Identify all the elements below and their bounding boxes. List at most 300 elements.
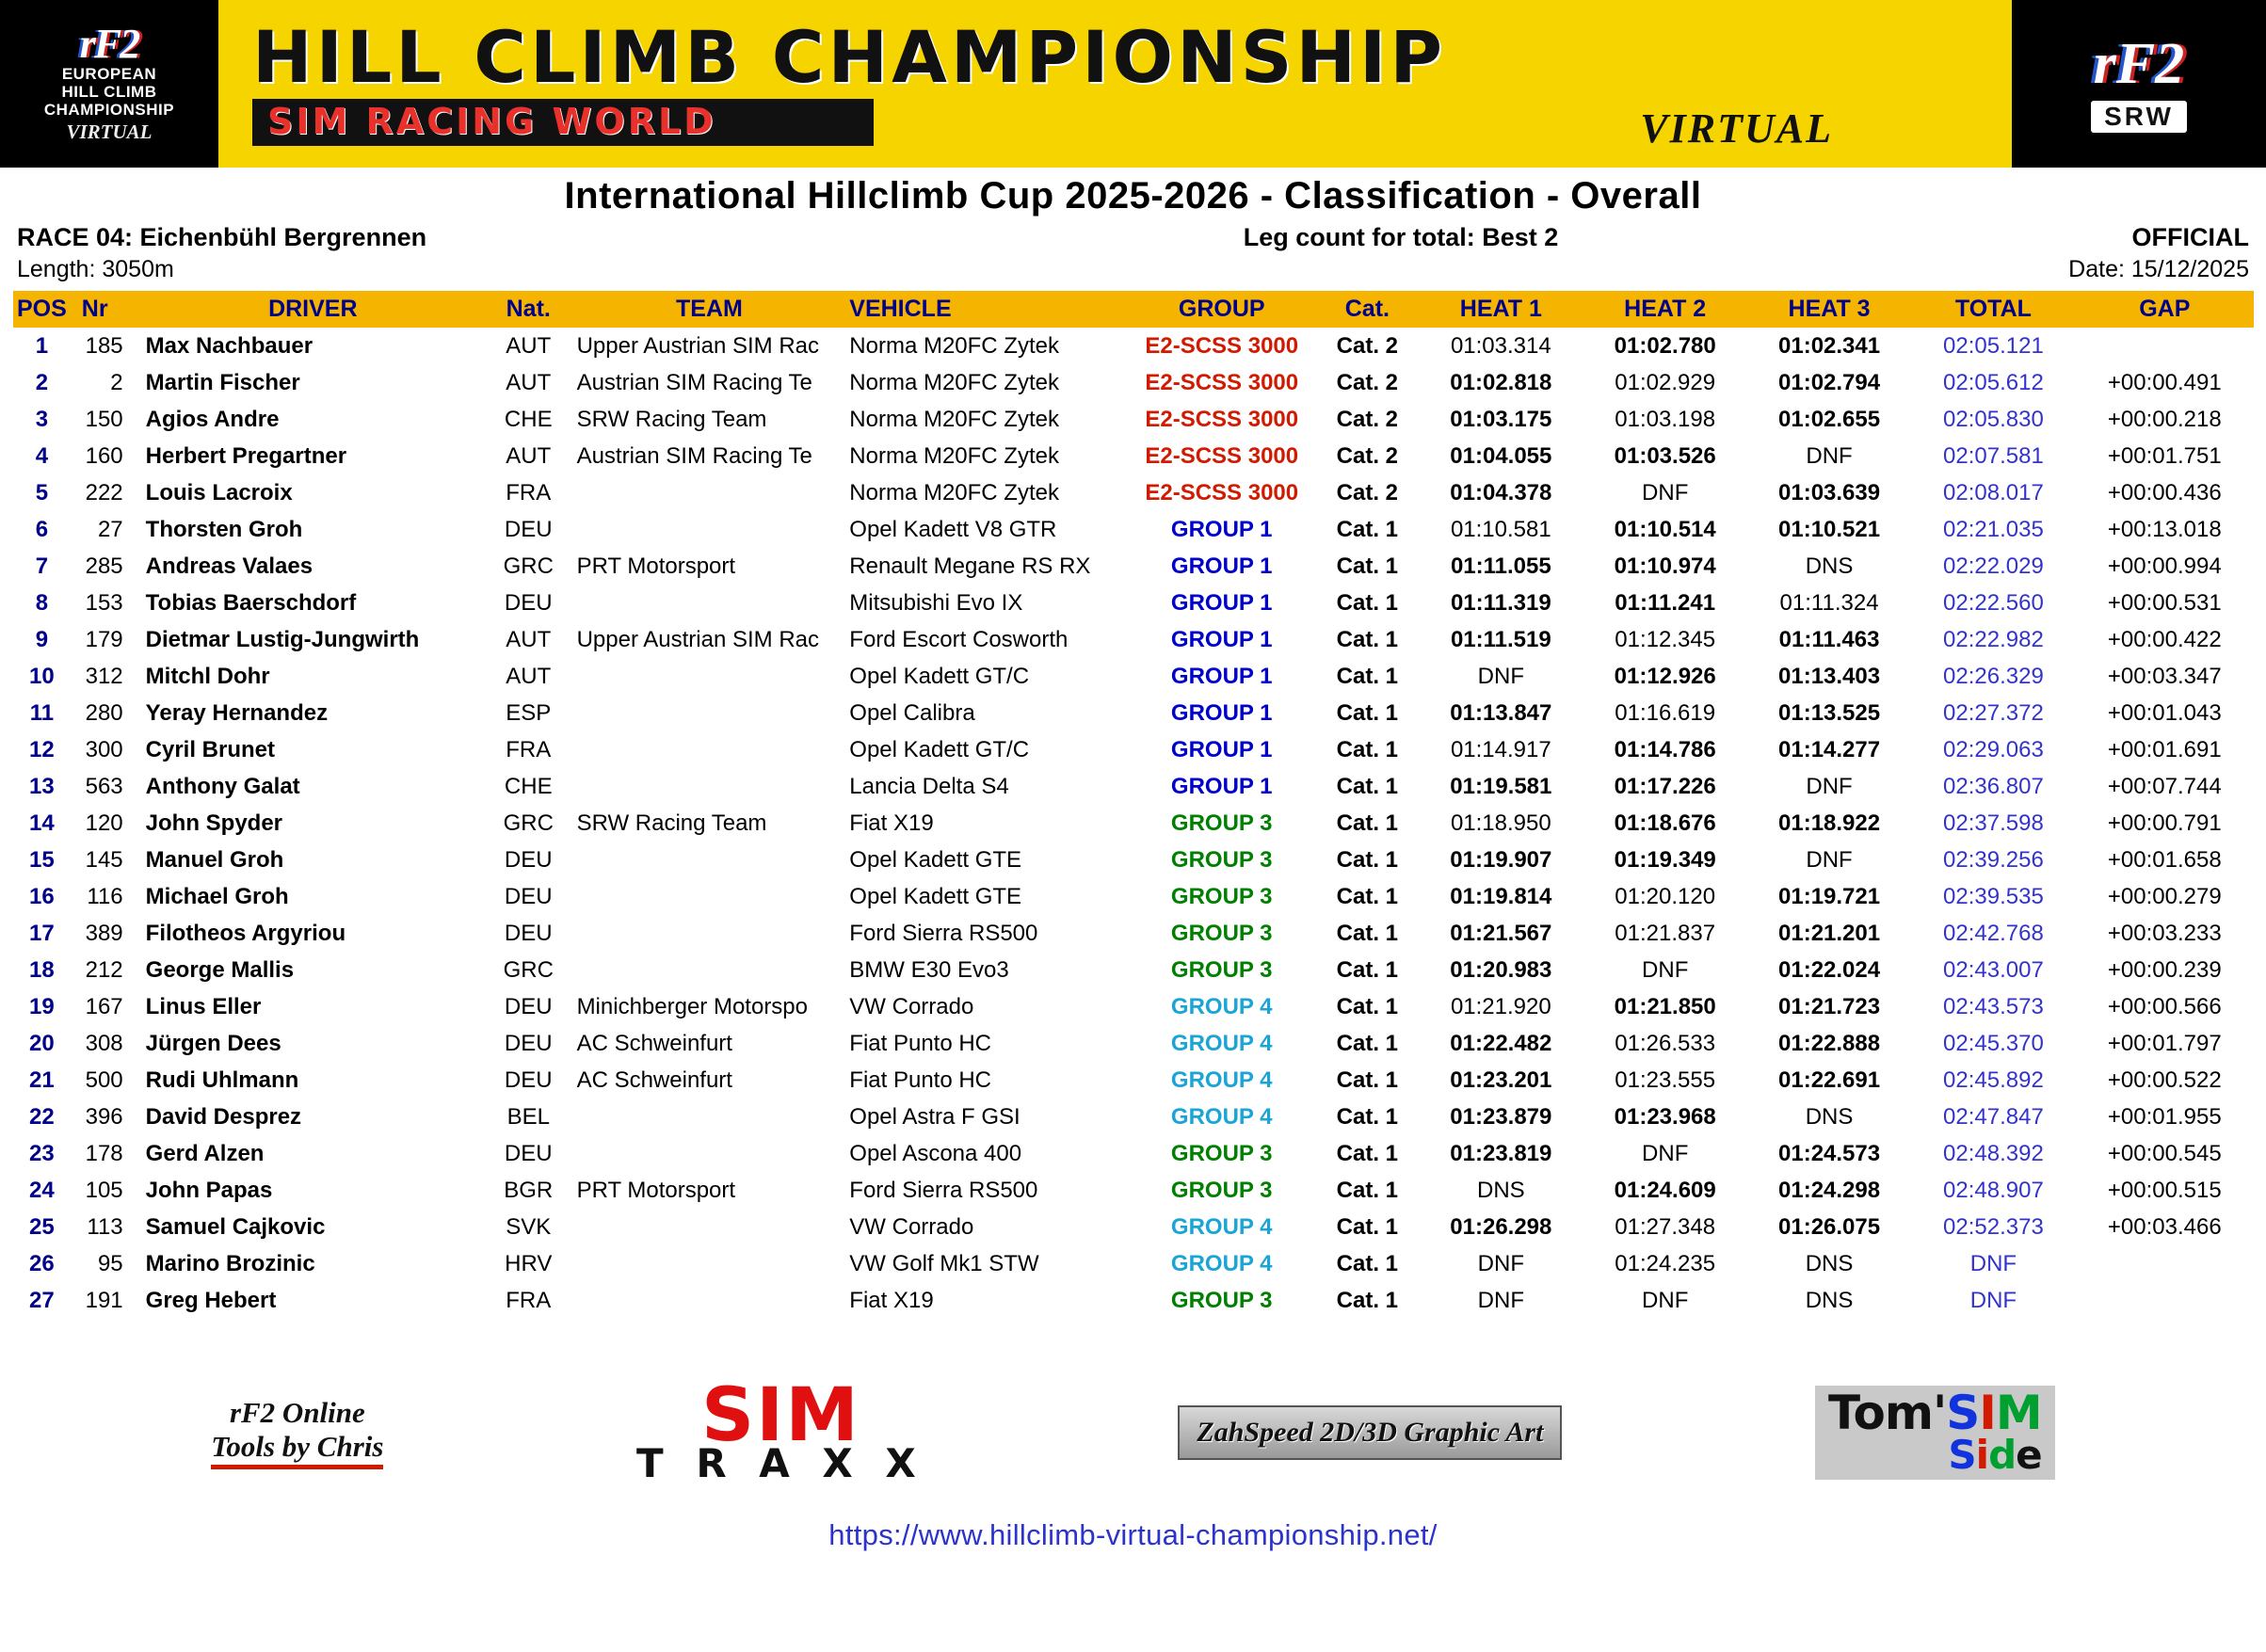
- cell-heat3: DNF: [1806, 773, 1853, 799]
- cell-pos: 5: [35, 479, 49, 505]
- cell-team: Austrian SIM Racing Te: [576, 442, 812, 469]
- cell-gap: +00:00.491: [2107, 369, 2222, 395]
- table-row: [13, 585, 2254, 621]
- table-row: [13, 952, 2254, 988]
- cell-vehicle: Fiat Punto HC: [849, 1030, 992, 1056]
- cell-heat3: 01:10.521: [1778, 516, 1881, 542]
- cell-cat: Cat. 1: [1336, 663, 1399, 689]
- cell-pos: 8: [35, 589, 49, 616]
- simtraxx-sim-text: SIM: [701, 1373, 860, 1458]
- cell-nat: DEU: [504, 1140, 553, 1166]
- column-header-cat: Cat.: [1316, 291, 1420, 328]
- cell-team: [573, 474, 846, 511]
- cell-gap: +00:00.994: [2107, 553, 2222, 579]
- cell-heat3: 01:21.201: [1778, 920, 1881, 946]
- cell-driver: George Mallis: [145, 956, 295, 983]
- cell-group: GROUP 3: [1170, 1140, 1273, 1166]
- cell-nat: CHE: [504, 773, 553, 799]
- cell-total: 02:05.830: [1943, 406, 2044, 432]
- banner-left-line3: CHAMPIONSHIP: [43, 101, 175, 120]
- column-header-heat3: HEAT 3: [1747, 291, 1911, 328]
- cell-heat1: 01:19.814: [1450, 883, 1552, 909]
- cell-nat: ESP: [506, 699, 552, 726]
- cell-nr: 145: [85, 846, 123, 873]
- race-name: RACE 04: Eichenbühl Bergrennen: [17, 223, 427, 251]
- cell-nr: 95: [97, 1250, 123, 1276]
- cell-vehicle: Norma M20FC Zytek: [849, 442, 1059, 469]
- cell-driver: Linus Eller: [145, 993, 262, 1019]
- cell-team: Upper Austrian SIM Rac: [576, 332, 819, 359]
- cell-heat1: 01:20.983: [1450, 956, 1552, 983]
- cell-heat1: 01:23.879: [1450, 1103, 1552, 1130]
- cell-nat: CHE: [504, 406, 553, 432]
- cell-team: Minichberger Motorspo: [576, 993, 808, 1019]
- table-row: [13, 438, 2254, 474]
- cell-nr: 27: [97, 516, 123, 542]
- cell-heat2: DNF: [1642, 479, 1689, 505]
- cell-gap: +00:00.218: [2107, 406, 2222, 432]
- cell-heat2: DNF: [1642, 1287, 1689, 1313]
- cell-cat: Cat. 2: [1336, 479, 1399, 505]
- table-row: [13, 1282, 2254, 1319]
- cell-nat: BEL: [506, 1103, 550, 1130]
- cell-nat: AUT: [506, 442, 552, 469]
- cell-nr: 120: [85, 810, 123, 836]
- cell-cat: Cat. 2: [1336, 406, 1399, 432]
- cell-total: 02:07.581: [1943, 442, 2044, 469]
- table-row: [13, 474, 2254, 511]
- cell-total: 02:43.573: [1943, 993, 2044, 1019]
- cell-driver: Michael Groh: [145, 883, 289, 909]
- cell-gap: +00:00.436: [2107, 479, 2222, 505]
- cell-heat3: DNF: [1806, 846, 1853, 873]
- cell-cat: Cat. 1: [1336, 956, 1399, 983]
- tomsim-i-text: I: [1979, 1386, 1996, 1441]
- cell-nat: DEU: [504, 846, 553, 873]
- cell-pos: 1: [35, 332, 49, 359]
- cell-heat1: 01:19.907: [1450, 846, 1552, 873]
- cell-heat1: 01:02.818: [1450, 369, 1552, 395]
- cell-nr: 150: [85, 406, 123, 432]
- cell-driver: Mitchl Dohr: [145, 663, 270, 689]
- cell-driver: John Spyder: [145, 810, 283, 836]
- banner-left-line1: EUROPEAN: [61, 64, 157, 83]
- european-hill-climb-championship-logo: [0, 0, 218, 168]
- cell-vehicle: Norma M20FC Zytek: [849, 406, 1059, 432]
- cell-heat2: 01:03.526: [1614, 442, 1716, 469]
- cell-nat: AUT: [506, 332, 552, 359]
- cell-heat3: 01:14.277: [1778, 736, 1881, 762]
- cell-nat: FRA: [506, 736, 552, 762]
- cell-cat: Cat. 2: [1336, 369, 1399, 395]
- cell-pos: 4: [35, 442, 49, 469]
- table-row: [13, 1099, 2254, 1135]
- cell-team: [573, 842, 846, 878]
- tomsim-side-i-text: i: [1975, 1431, 1989, 1478]
- cell-total: 02:52.373: [1943, 1213, 2044, 1240]
- cell-pos: 14: [29, 810, 55, 836]
- cell-heat1: 01:19.581: [1450, 773, 1552, 799]
- cell-heat1: DNF: [1477, 1287, 1524, 1313]
- cell-vehicle: Fiat X19: [849, 1287, 934, 1313]
- race-meta-row-2: [0, 252, 2266, 291]
- cell-group: E2-SCSS 3000: [1145, 332, 1299, 359]
- cell-total: 02:22.029: [1943, 553, 2044, 579]
- cell-vehicle: Opel Calibra: [849, 699, 975, 726]
- cell-pos: 17: [29, 920, 55, 946]
- cell-heat1: 01:03.314: [1450, 332, 1551, 359]
- cell-pos: 9: [35, 626, 49, 652]
- cell-pos: 20: [29, 1030, 55, 1056]
- cell-group: GROUP 1: [1170, 663, 1273, 689]
- cell-heat1: 01:11.055: [1450, 553, 1551, 579]
- cell-total: 02:08.017: [1943, 479, 2044, 505]
- cell-pos: 21: [29, 1067, 55, 1093]
- cell-gap: +00:01.797: [2107, 1030, 2222, 1056]
- cell-cat: Cat. 1: [1336, 883, 1399, 909]
- cell-heat2: DNF: [1642, 956, 1689, 983]
- cell-driver: Andreas Valaes: [145, 553, 313, 579]
- cell-vehicle: Mitsubishi Evo IX: [849, 589, 1023, 616]
- cell-nat: DEU: [504, 589, 553, 616]
- cell-team: [573, 695, 846, 731]
- cell-heat2: 01:20.120: [1615, 883, 1716, 909]
- table-row: [13, 621, 2254, 658]
- leg-count: Leg count for total: Best 2: [1243, 223, 1559, 251]
- cell-heat2: 01:12.345: [1615, 626, 1716, 652]
- cell-heat2: 01:02.929: [1615, 369, 1716, 395]
- cell-team: [573, 1099, 846, 1135]
- cell-nr: 179: [85, 626, 123, 652]
- table-row: [13, 658, 2254, 695]
- cell-nat: AUT: [506, 369, 552, 395]
- cell-total: 02:48.392: [1943, 1140, 2044, 1166]
- cell-vehicle: Norma M20FC Zytek: [849, 332, 1059, 359]
- cell-team: [573, 731, 846, 768]
- cell-group: GROUP 1: [1170, 589, 1273, 616]
- cell-nat: DEU: [504, 516, 553, 542]
- table-row: [13, 695, 2254, 731]
- cell-pos: 18: [29, 956, 55, 983]
- cell-team: [573, 1282, 846, 1319]
- cell-group: E2-SCSS 3000: [1145, 369, 1299, 395]
- tomsim-side-d-text: d: [1988, 1431, 2017, 1478]
- column-header-group: GROUP: [1128, 291, 1316, 328]
- srw-badge: SRW: [2091, 101, 2187, 133]
- banner-virtual-script: VIRTUAL: [1640, 105, 1833, 152]
- tomsim-tom-text: Tom': [1828, 1386, 1947, 1441]
- cell-vehicle: Fiat X19: [849, 810, 934, 836]
- page-banner: [0, 0, 2266, 168]
- cell-cat: Cat. 1: [1336, 846, 1399, 873]
- cell-team: PRT Motorsport: [576, 553, 736, 579]
- cell-heat3: DNS: [1805, 553, 1854, 579]
- cell-heat3: 01:11.463: [1778, 626, 1880, 652]
- table-row: [13, 401, 2254, 438]
- cell-driver: Herbert Pregartner: [145, 442, 347, 469]
- cell-driver: Rudi Uhlmann: [145, 1067, 299, 1093]
- table-row: [13, 915, 2254, 952]
- cell-heat1: 01:18.950: [1450, 810, 1551, 836]
- cell-gap: +00:00.531: [2107, 589, 2222, 616]
- cell-vehicle: Opel Kadett GTE: [849, 883, 1022, 909]
- cell-nat: AUT: [506, 663, 552, 689]
- cell-heat2: 01:24.235: [1615, 1250, 1716, 1276]
- cell-vehicle: Opel Kadett V8 GTR: [849, 516, 1057, 542]
- page-title: International Hillclimb Cup 2025-2026 - Classification - Overall: [564, 175, 1702, 217]
- cell-nr: 116: [87, 883, 123, 909]
- banner-left-line2: HILL CLIMB: [61, 82, 157, 101]
- table-row: [13, 1062, 2254, 1099]
- cell-pos: 10: [29, 663, 55, 689]
- cell-team: Austrian SIM Racing Te: [576, 369, 812, 395]
- cell-nat: DEU: [504, 1067, 553, 1093]
- cell-heat2: 01:26.533: [1615, 1030, 1716, 1056]
- cell-total: 02:22.560: [1943, 589, 2044, 616]
- cell-gap: +00:00.279: [2107, 883, 2222, 909]
- cell-vehicle: VW Golf Mk1 STW: [849, 1250, 1039, 1276]
- cell-cat: Cat. 1: [1336, 516, 1399, 542]
- cell-heat1: DNS: [1477, 1177, 1525, 1203]
- cell-vehicle: Ford Sierra RS500: [849, 920, 1038, 946]
- cell-gap: +00:00.422: [2107, 626, 2222, 652]
- cell-nr: 500: [85, 1067, 123, 1093]
- column-header-heat2: HEAT 2: [1583, 291, 1747, 328]
- cell-total: 02:48.907: [1943, 1177, 2044, 1203]
- cell-heat2: 01:16.619: [1615, 699, 1716, 726]
- cell-nat: SVK: [506, 1213, 552, 1240]
- cell-driver: Thorsten Groh: [145, 516, 303, 542]
- tomsimside-logo: [1815, 1386, 2055, 1479]
- cell-total: 02:22.982: [1943, 626, 2044, 652]
- cell-gap: [2076, 1282, 2254, 1319]
- table-header: [13, 291, 2254, 328]
- cell-group: GROUP 4: [1170, 1103, 1273, 1130]
- cell-gap: +00:00.545: [2107, 1140, 2222, 1166]
- cell-heat3: 01:22.888: [1778, 1030, 1881, 1056]
- cell-heat3: 01:13.525: [1778, 699, 1881, 726]
- cell-team: [573, 952, 846, 988]
- cell-cat: Cat. 2: [1336, 332, 1399, 359]
- cell-nr: 396: [85, 1103, 123, 1130]
- cell-pos: 7: [35, 553, 49, 579]
- cell-group: GROUP 4: [1170, 1030, 1273, 1056]
- zahspeed-logo: [1178, 1405, 1562, 1460]
- race-meta-row: [0, 223, 2266, 252]
- cell-heat2: 01:12.926: [1614, 663, 1716, 689]
- zahspeed-text: ZahSpeed 2D/3D Graphic Art: [1178, 1405, 1562, 1460]
- cell-gap: +00:01.691: [2107, 736, 2222, 762]
- cell-pos: 22: [29, 1103, 55, 1130]
- cell-group: GROUP 3: [1170, 956, 1273, 983]
- cell-total: 02:29.063: [1943, 736, 2044, 762]
- cell-heat3: 01:21.723: [1778, 993, 1881, 1019]
- cell-driver: Marino Brozinic: [145, 1250, 315, 1276]
- cell-vehicle: VW Corrado: [849, 993, 974, 1019]
- cell-group: GROUP 1: [1170, 553, 1273, 579]
- cell-cat: Cat. 1: [1336, 1250, 1399, 1276]
- cell-driver: Max Nachbauer: [145, 332, 313, 359]
- cell-nr: 308: [85, 1030, 123, 1056]
- cell-heat2: 01:14.786: [1614, 736, 1716, 762]
- cell-driver: John Papas: [145, 1177, 273, 1203]
- rf2-online-line1: rF2 Online: [229, 1395, 365, 1429]
- cell-gap: +00:01.043: [2107, 699, 2222, 726]
- table-row: [13, 878, 2254, 915]
- cell-nat: GRC: [503, 810, 554, 836]
- cell-driver: Agios Andre: [145, 406, 280, 432]
- banner-center: [218, 0, 2012, 168]
- cell-driver: Manuel Groh: [145, 846, 284, 873]
- cell-nr: 285: [85, 553, 123, 579]
- tomsim-m-text: M: [1995, 1386, 2042, 1441]
- cell-team: [573, 585, 846, 621]
- cell-cat: Cat. 1: [1336, 773, 1399, 799]
- cell-heat1: 01:14.917: [1450, 736, 1551, 762]
- cell-heat1: 01:11.319: [1450, 589, 1551, 616]
- cell-heat2: 01:27.348: [1615, 1213, 1716, 1240]
- table-row: [13, 548, 2254, 585]
- cell-nr: 105: [85, 1177, 123, 1203]
- cell-gap: +00:00.522: [2107, 1067, 2222, 1093]
- cell-gap: +00:13.018: [2107, 516, 2222, 542]
- cell-heat2: 01:23.968: [1614, 1103, 1716, 1130]
- cell-cat: Cat. 1: [1336, 1103, 1399, 1130]
- cell-nat: BGR: [504, 1177, 554, 1203]
- results-table: [13, 291, 2254, 1319]
- cell-team: Upper Austrian SIM Rac: [576, 626, 819, 652]
- cell-cat: Cat. 2: [1336, 442, 1399, 469]
- cell-total: 02:42.768: [1943, 920, 2044, 946]
- tomsim-s-text: S: [1946, 1386, 1980, 1441]
- cell-pos: 27: [29, 1287, 55, 1313]
- cell-heat3: 01:13.403: [1778, 663, 1881, 689]
- cell-heat2: 01:11.241: [1615, 589, 1716, 616]
- cell-nr: 153: [85, 589, 123, 616]
- cell-heat3: 01:02.794: [1778, 369, 1881, 395]
- simtraxx-traxx-text: T R A X X: [636, 1440, 925, 1487]
- cell-gap: +00:01.751: [2107, 442, 2222, 469]
- rf2-online-line2: Tools by Chris: [211, 1429, 384, 1463]
- cell-nr: 167: [85, 993, 123, 1019]
- cell-group: GROUP 4: [1170, 1250, 1273, 1276]
- cell-driver: Filotheos Argyriou: [145, 920, 346, 946]
- cell-nr: 160: [85, 442, 123, 469]
- cell-gap: +00:01.658: [2107, 846, 2222, 873]
- column-header-pos: POS: [13, 291, 71, 328]
- cell-heat1: DNF: [1477, 663, 1524, 689]
- cell-heat2: 01:21.850: [1614, 993, 1716, 1019]
- cell-nr: 2: [110, 369, 123, 395]
- cell-driver: Cyril Brunet: [145, 736, 276, 762]
- cell-heat1: 01:04.378: [1450, 479, 1552, 505]
- cell-heat1: 01:03.175: [1450, 406, 1552, 432]
- cell-gap: +00:00.791: [2107, 810, 2222, 836]
- cell-total: DNF: [1969, 1250, 2017, 1276]
- banner-subtitle: SIM RACING WORLD: [252, 99, 874, 146]
- table-row: [13, 1025, 2254, 1062]
- cell-group: GROUP 3: [1170, 920, 1273, 946]
- cell-heat2: 01:24.609: [1614, 1177, 1716, 1203]
- cell-pos: 23: [29, 1140, 55, 1166]
- cell-heat3: 01:02.655: [1778, 406, 1881, 432]
- cell-pos: 6: [35, 516, 49, 542]
- cell-driver: Gerd Alzen: [145, 1140, 265, 1166]
- cell-heat2: 01:02.780: [1614, 332, 1716, 359]
- cell-team: SRW Racing Team: [576, 406, 767, 432]
- cell-heat3: DNS: [1805, 1250, 1854, 1276]
- cell-heat1: 01:26.298: [1450, 1213, 1552, 1240]
- cell-group: GROUP 1: [1170, 736, 1273, 762]
- cell-gap: +00:00.239: [2107, 956, 2222, 983]
- cell-pos: 25: [29, 1213, 55, 1240]
- cell-cat: Cat. 1: [1336, 553, 1399, 579]
- rf2-online-tools-logo: [211, 1396, 383, 1469]
- cell-gap: +00:07.744: [2107, 773, 2222, 799]
- cell-group: E2-SCSS 3000: [1145, 442, 1299, 469]
- website-url[interactable]: https://www.hillclimb-virtual-championship.net/: [828, 1518, 1438, 1551]
- cell-vehicle: BMW E30 Evo3: [849, 956, 1009, 983]
- table-row: [13, 1245, 2254, 1282]
- cell-heat3: 01:22.024: [1778, 956, 1881, 983]
- cell-cat: Cat. 1: [1336, 920, 1399, 946]
- cell-nr: 113: [87, 1213, 123, 1240]
- cell-total: 02:37.598: [1943, 810, 2044, 836]
- cell-total: 02:45.892: [1943, 1067, 2044, 1093]
- table-row: [13, 842, 2254, 878]
- cell-team: SRW Racing Team: [576, 810, 767, 836]
- cell-vehicle: Opel Kadett GT/C: [849, 736, 1030, 762]
- cell-heat3: 01:26.075: [1778, 1213, 1881, 1240]
- cell-driver: Louis Lacroix: [145, 479, 293, 505]
- cell-total: 02:47.847: [1943, 1103, 2044, 1130]
- cell-nat: DEU: [504, 993, 553, 1019]
- cell-heat3: 01:11.324: [1779, 589, 1879, 616]
- cell-nat: HRV: [505, 1250, 553, 1276]
- cell-group: GROUP 1: [1170, 626, 1273, 652]
- cell-total: 02:26.329: [1943, 663, 2044, 689]
- cell-group: GROUP 3: [1170, 883, 1273, 909]
- simtraxx-logo: [636, 1373, 925, 1487]
- cell-cat: Cat. 1: [1336, 699, 1399, 726]
- tomsim-side-e-text: e: [2016, 1431, 2042, 1478]
- cell-vehicle: Opel Kadett GT/C: [849, 663, 1030, 689]
- cell-nr: 178: [85, 1140, 123, 1166]
- table-row: [13, 988, 2254, 1025]
- cell-team: [573, 658, 846, 695]
- column-header-driver: DRIVER: [137, 291, 484, 328]
- banner-left-virtual: VIRTUAL: [66, 120, 153, 144]
- cell-group: GROUP 3: [1170, 1287, 1273, 1313]
- cell-heat3: DNF: [1806, 442, 1853, 469]
- table-row: [13, 1209, 2254, 1245]
- table-row: [13, 364, 2254, 401]
- cell-heat2: 01:17.226: [1614, 773, 1716, 799]
- cell-cat: Cat. 1: [1336, 736, 1399, 762]
- cell-heat3: 01:19.721: [1778, 883, 1881, 909]
- cell-vehicle: Lancia Delta S4: [849, 773, 1009, 799]
- cell-vehicle: Opel Kadett GTE: [849, 846, 1022, 873]
- cell-group: E2-SCSS 3000: [1145, 479, 1299, 505]
- cell-total: 02:45.370: [1943, 1030, 2044, 1056]
- cell-driver: Tobias Baerschdorf: [145, 589, 357, 616]
- table-header-row: [13, 291, 2254, 328]
- cell-cat: Cat. 1: [1336, 626, 1399, 652]
- cell-cat: Cat. 1: [1336, 1287, 1399, 1313]
- cell-cat: Cat. 1: [1336, 1140, 1399, 1166]
- table-row: [13, 328, 2254, 364]
- cell-group: GROUP 3: [1170, 846, 1273, 873]
